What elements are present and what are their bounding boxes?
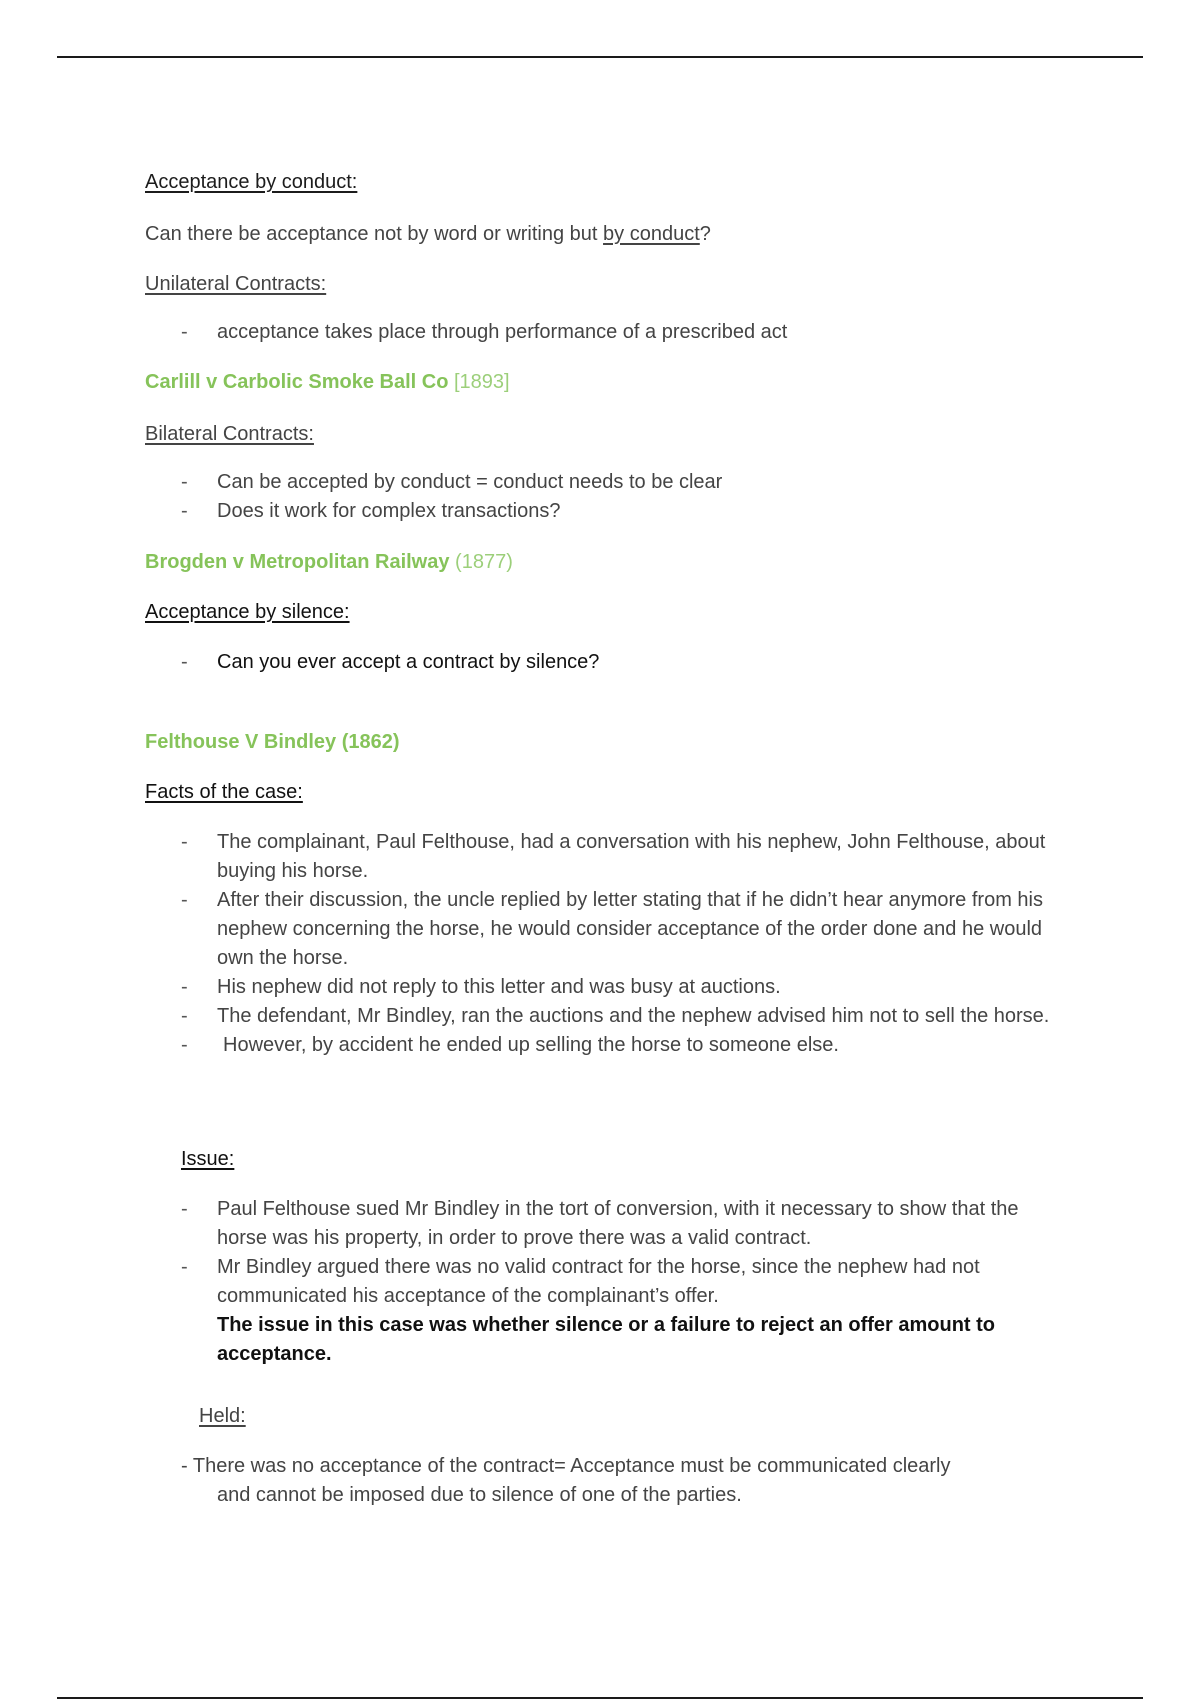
issue-statement: The issue in this case was whether silence or a failure to reject an offer amount to acceptance. [217,1314,995,1365]
list-item: - Mr Bindley argued there was no valid contract for the horse, since the nephew had not communicated his acceptance of the complainant’s offer. [145,1253,1065,1311]
held-line-2: and cannot be imposed due to silence of one of the parties. [217,1484,742,1506]
list-item: - Can be accepted by conduct = conduct needs to be clear [145,468,1045,497]
list-item: - Paul Felthouse sued Mr Bindley in the tort of conversion, with it necessary to show that the horse was his property, in order to prove there was a valid contract. [145,1195,1065,1253]
issue-heading: Issue: [181,1148,235,1170]
case-name: Carlill v Carbolic Smoke Ball Co [145,371,449,393]
silence-heading: Acceptance by silence: [145,601,350,623]
bottom-rule [57,1697,1143,1699]
case-year: [1893] [454,371,510,393]
conduct-question-mark: ? [699,223,711,245]
issue-list [145,1195,1065,1369]
bilateral-heading: Bilateral Contracts: [145,423,314,445]
case-name: Brogden v Metropolitan Railway [145,551,450,573]
list-item: - Can you ever accept a contract by silence? [145,648,1045,677]
list-item: - The defendant, Mr Bindley, ran the auctions and the nephew advised him not to sell the horse. [145,1002,1065,1031]
list-item: - Does it work for complex transactions? [145,497,1045,526]
held-heading: Held: [199,1405,246,1427]
conduct-heading: Acceptance by conduct: [145,171,358,193]
held-line-1-text: There was no acceptance of the contract= Acceptance must be communicated clearly [192,1455,951,1477]
facts-list [145,828,1065,1060]
case-name: Felthouse V Bindley [145,731,337,753]
list-item: - After their discussion, the uncle replied by letter stating that if he didn’t hear anymore from his nephew concerning the horse, he would consider acceptance of the order done and he would own the horse. [145,886,1065,973]
held-line-1 [181,1452,1081,1481]
dash-marker: - [181,1455,193,1477]
silence-list [145,648,1045,677]
top-rule [57,56,1143,58]
case-year: (1877) [455,551,513,573]
list-item: - acceptance takes place through performance of a prescribed act [145,318,1045,347]
case-year: (1862) [341,731,400,753]
held-text [181,1452,1081,1510]
unilateral-heading: Unilateral Contracts: [145,273,327,295]
bilateral-list [145,468,1045,526]
unilateral-list [145,318,1045,347]
list-item: - However, by accident he ended up selling the horse to someone else. [145,1031,1065,1060]
list-item: - His nephew did not reply to this letter and was busy at auctions. [145,973,1065,1002]
conduct-question-text: Can there be acceptance not by word or writing but [145,223,604,245]
case-felthouse [145,728,400,757]
conduct-question-emphasis: by conduct [603,223,700,245]
case-brogden [145,548,513,577]
facts-heading: Facts of the case: [145,781,303,803]
conduct-question [145,220,711,249]
case-carlill [145,368,510,397]
list-item: - The complainant, Paul Felthouse, had a conversation with his nephew, John Felthouse, about buying his horse. [145,828,1065,886]
